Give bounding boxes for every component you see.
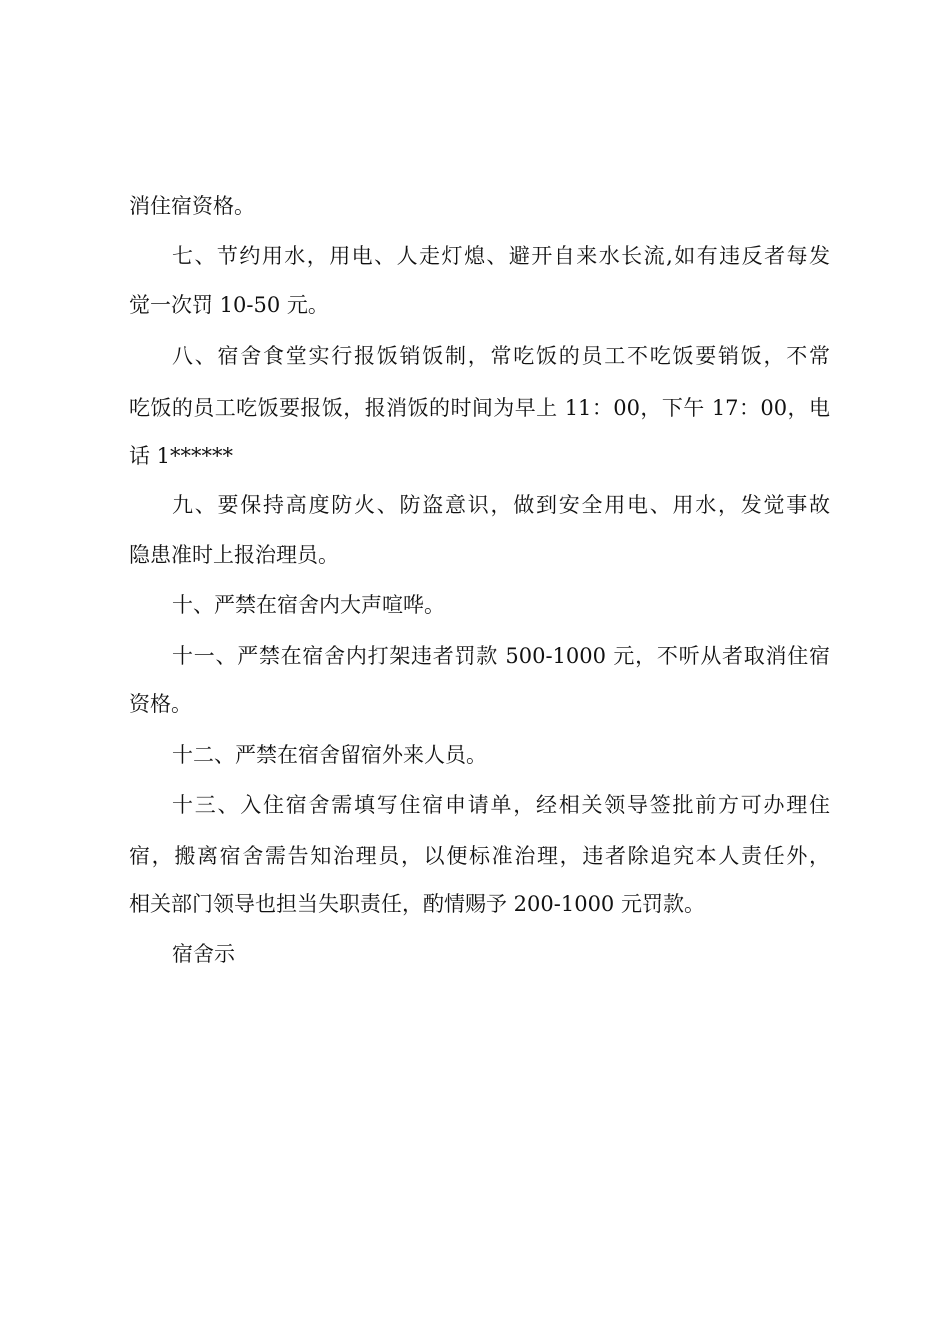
text-line: 宿，搬离宿舍需告知治理员，以便标准治理，违者除追究本人责任外，: [129, 844, 830, 868]
text-line: 八、宿舍食堂实行报饭销饭制，常吃饭的员工不吃饭要销饭，不常: [172, 344, 830, 368]
text-line: 十、严禁在宿舍内大声喧哗。: [172, 593, 445, 617]
text-line: 宿舍示: [172, 942, 235, 966]
text-line: 话 1******: [129, 444, 234, 468]
text-line: 吃饭的员工吃饭要报饭，报消饭的时间为早上 11：00，下午 17：00，电: [129, 396, 830, 420]
text-line: 九、要保持高度防火、防盗意识，做到安全用电、用水，发觉事故: [172, 493, 830, 517]
text-line: 觉一次罚 10-50 元。: [129, 293, 329, 317]
text-line: 隐患准时上报治理员。: [129, 543, 339, 567]
text-line: 资格。: [129, 692, 192, 716]
text-line: 十一、严禁在宿舍内打架违者罚款 500-1000 元，不听从者取消住宿: [172, 644, 830, 668]
text-line: 十三、入住宿舍需填写住宿申请单，经相关领导签批前方可办理住: [172, 793, 830, 817]
text-line: 十二、严禁在宿舍留宿外来人员。: [172, 743, 487, 767]
text-line: 消住宿资格。: [129, 194, 255, 218]
text-line: 相关部门领导也担当失职责任，酌情赐予 200-1000 元罚款。: [129, 892, 705, 916]
text-line: 七、节约用水，用电、人走灯熄、避开自来水长流,如有违反者每发: [172, 244, 830, 268]
